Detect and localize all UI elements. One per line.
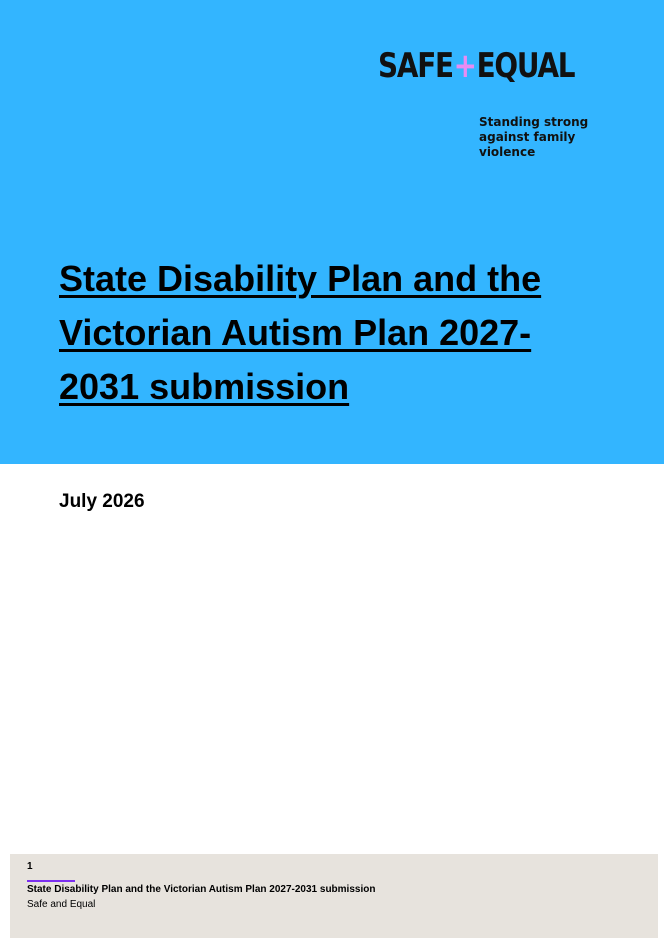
title-line-1: State Disability Plan and the [59, 258, 542, 299]
tagline-line-1: Standing strong [479, 115, 589, 129]
footer-organization: Safe and Equal [27, 899, 96, 910]
title-line-2: Victorian Autism Plan 2027- [59, 312, 532, 353]
tagline-line-3: violence [479, 145, 536, 159]
logo-tagline [479, 115, 588, 160]
title-line-3: 2031 submission [59, 366, 350, 407]
document-title [59, 252, 619, 414]
page-footer [10, 854, 658, 938]
page-number: 1 [27, 861, 33, 872]
footer-accent-rule [27, 880, 75, 882]
cover-hero-banner [0, 0, 664, 464]
logo-plus-icon: + [453, 46, 476, 86]
tagline-line-2: against family [479, 130, 576, 144]
footer-document-title: State Disability Plan and the Victorian Autism Plan 2027-2031 submission [27, 884, 376, 895]
safe-equal-logo [378, 46, 574, 86]
document-date: July 2026 [59, 491, 145, 512]
logo-word-safe: SAFE [378, 46, 453, 86]
logo-word-equal: EQUAL [476, 46, 575, 86]
